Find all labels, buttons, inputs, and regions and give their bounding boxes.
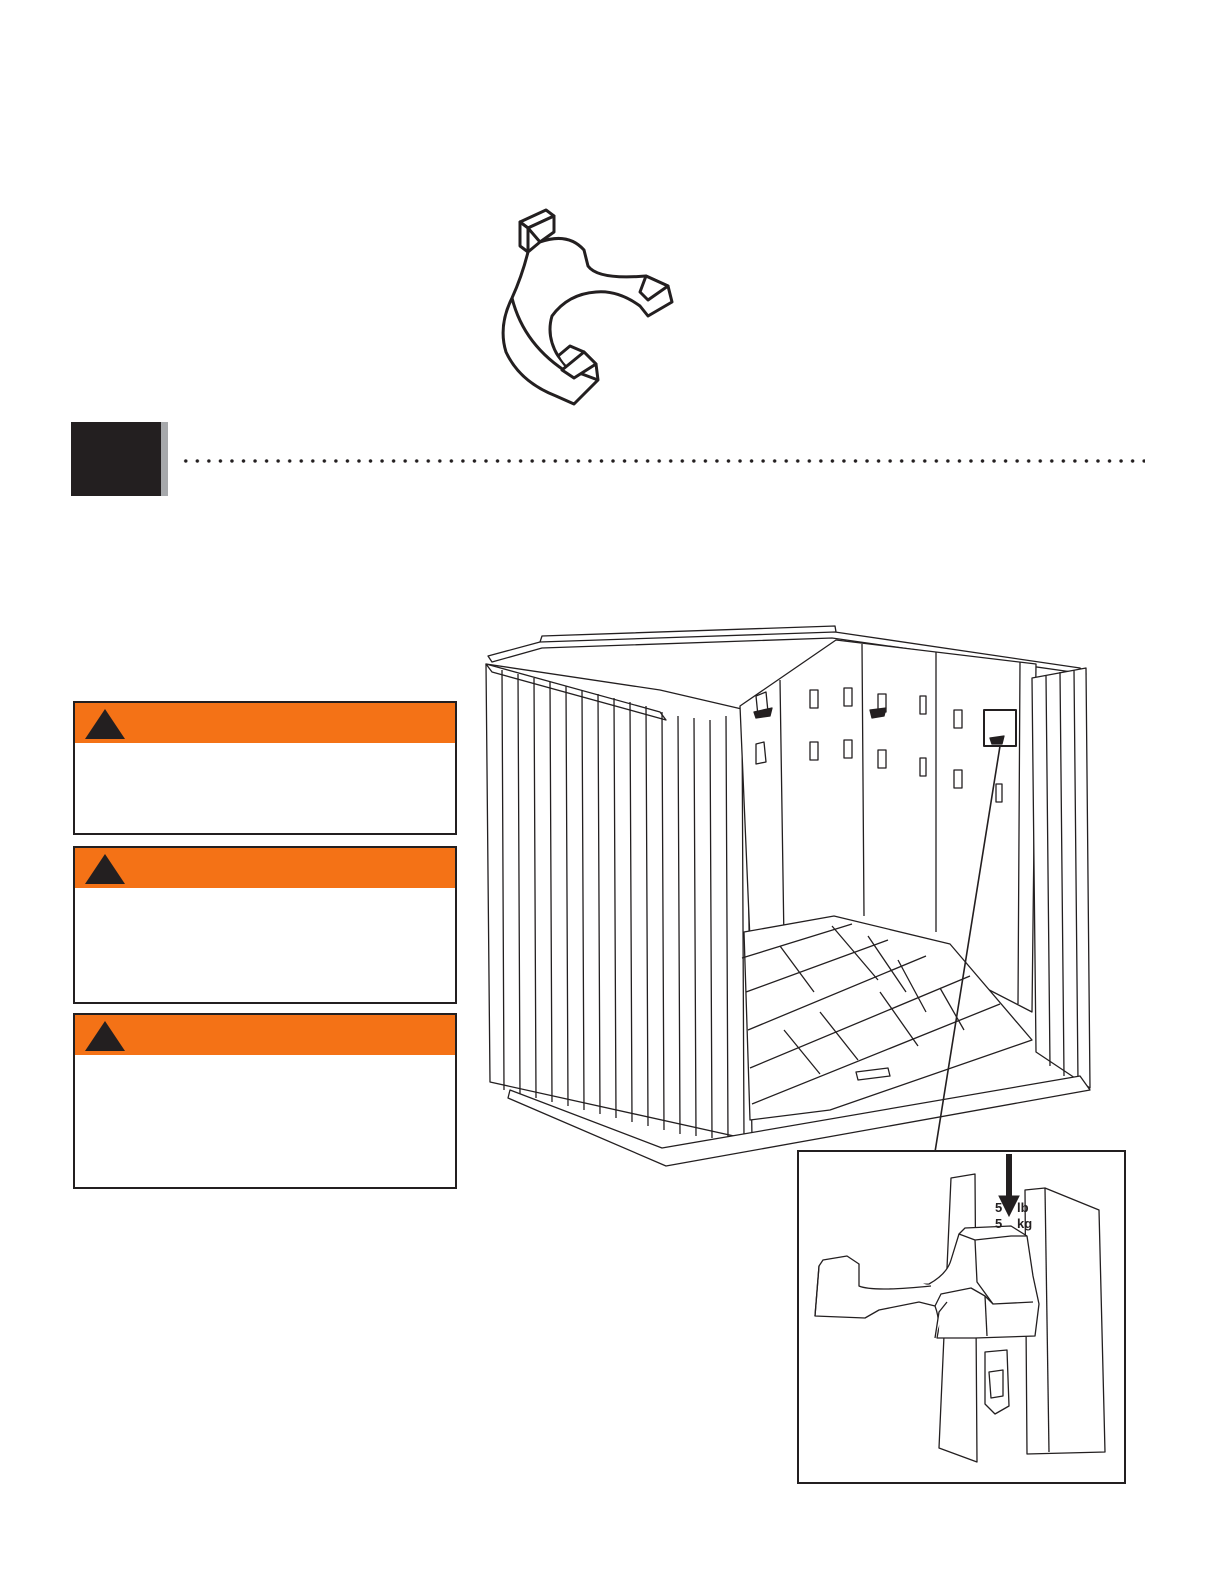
warning-triangle-icon xyxy=(83,707,127,741)
shed-interior-illustration xyxy=(480,620,1100,1170)
hook-detail-inset xyxy=(797,1150,1126,1484)
warning-text xyxy=(75,743,455,759)
step-number-badge xyxy=(71,422,161,496)
warning-text xyxy=(75,1055,455,1071)
warning-header xyxy=(75,703,455,743)
warning-header xyxy=(75,1015,455,1055)
warning-text xyxy=(75,888,455,904)
warning-box-1 xyxy=(73,701,457,835)
warning-triangle-icon xyxy=(83,1019,127,1053)
warning-triangle-icon xyxy=(83,852,127,886)
storage-hook-icon xyxy=(498,206,694,410)
load-value-kg: 5 xyxy=(995,1216,1003,1231)
hook-part-illustration xyxy=(498,206,694,410)
warning-box-3 xyxy=(73,1013,457,1189)
load-unit-kg: kg xyxy=(1017,1216,1033,1231)
dotted-divider xyxy=(180,458,1145,464)
load-value-lb: 5 xyxy=(995,1200,1003,1215)
load-unit-lb: lb xyxy=(1017,1200,1029,1215)
warning-header xyxy=(75,848,455,888)
warning-box-2 xyxy=(73,846,457,1004)
